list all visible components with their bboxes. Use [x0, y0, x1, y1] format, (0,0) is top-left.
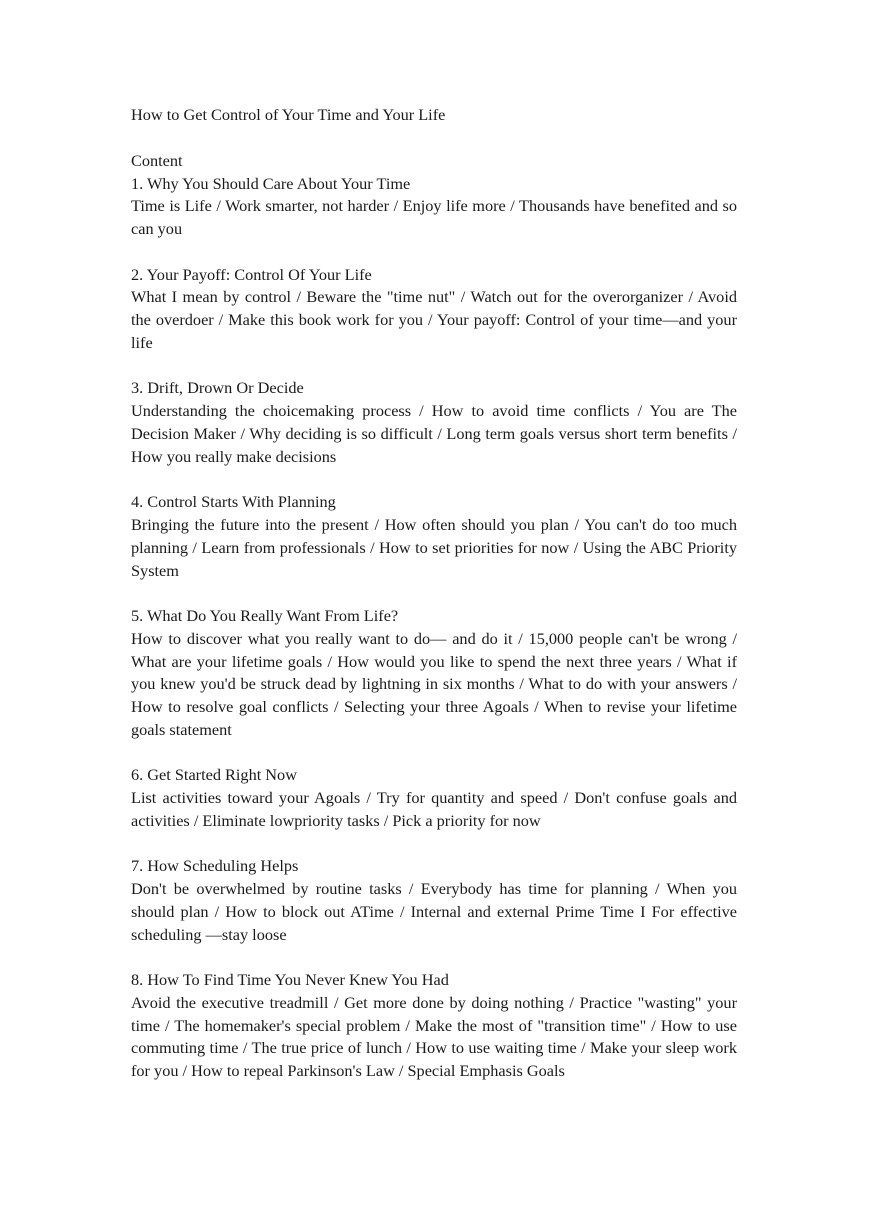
chapter-description: Time is Life / Work smarter, not harder / Enjoy life more / Thousands have benefited and so can you — [131, 196, 737, 239]
chapter-title: 3. Drift, Drown Or Decide — [131, 378, 304, 398]
contents-heading: Content — [131, 150, 183, 170]
chapter-description: List activities toward your Agoals / Try for quantity and speed / Don't confuse goals and activities / Eliminate lowpriority tasks / Pick a priority for now — [131, 788, 737, 830]
document-page — [131, 104, 737, 1106]
chapter-8 — [131, 969, 737, 1083]
chapter-title: 7. How Scheduling Helps — [131, 856, 299, 876]
chapter-title: 5. What Do You Really Want From Life? — [131, 605, 399, 625]
chapter-description: How to discover what you really want to do— and do it / 15,000 people can't be wrong / What are your lifetime goals / How would you like to spend the next three years / What if you knew you'd be struck dead by lightning in six months / What to do with your answers / How to resolve goal conflicts / Selecting your three Agoals / When to revise your lifetime goals statement — [131, 628, 737, 739]
chapter-6 — [131, 764, 737, 832]
chapter-1 — [131, 173, 737, 241]
chapter-title: 8. How To Find Time You Never Knew You Had — [131, 970, 449, 990]
chapter-description: Bringing the future into the present / How often should you plan / You can't do too much planning / Learn from professionals / How to set priorities for now / Using the ABC Priority System — [131, 514, 737, 580]
chapter-7 — [131, 855, 737, 946]
chapter-title: 4. Control Starts With Planning — [131, 492, 336, 512]
chapter-title: 1. Why You Should Care About Your Time — [131, 173, 411, 193]
chapter-2 — [131, 264, 737, 355]
chapter-5 — [131, 605, 737, 742]
chapter-description: Don't be overwhelmed by routine tasks / Everybody has time for planning / When you should plan / How to block out ATime / Internal and external Prime Time I For effective scheduling —stay loose — [131, 879, 737, 944]
chapter-description: Understanding the choicemaking process / How to avoid time conflicts / You are The Decision Maker / Why deciding is so difficult / Long term goals versus short term benefits / How you really make decisions — [131, 401, 737, 466]
chapter-4 — [131, 491, 737, 582]
chapter-description: What I mean by control / Beware the "time nut" / Watch out for the overorganizer / Avoid the overdoer / Make this book work for you / Your payoff: Control of your time—and your life — [131, 287, 737, 352]
chapter-title: 6. Get Started Right Now — [131, 765, 297, 785]
chapter-3 — [131, 377, 737, 468]
chapter-title: 2. Your Payoff: Control Of Your Life — [131, 264, 372, 284]
chapter-description: Avoid the executive treadmill / Get more done by doing nothing / Practice "wasting" your time / The homemaker's special problem / Make the most of "transition time" / How to use commuting time / The true price of lunch / How to use waiting time / Make your sleep work for you / How to repeal Parkinson's Law / Special Emphasis Goals — [131, 992, 737, 1081]
document-title: How to Get Control of Your Time and Your Life — [131, 105, 446, 124]
